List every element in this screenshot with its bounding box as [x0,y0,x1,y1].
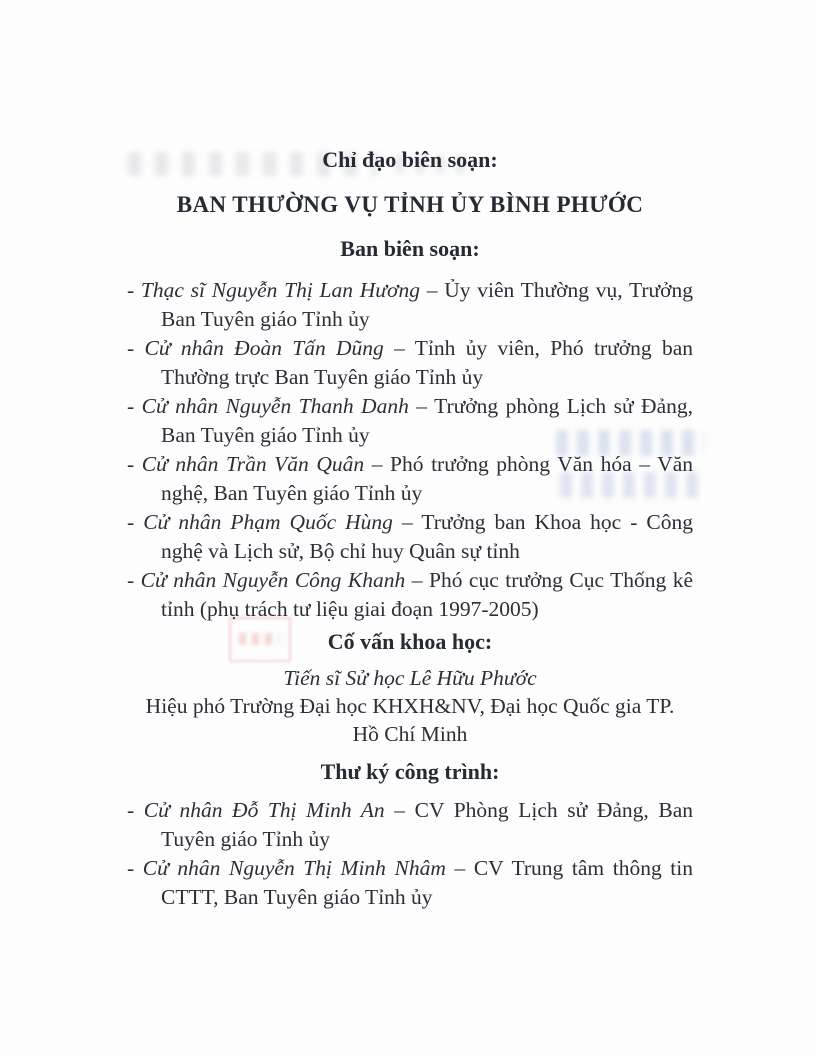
member-role: – CV Phòng Lịch sử Đảng, Ban Tuyên giáo Tỉnh ủy [161,798,694,851]
list-dash: - [127,452,135,476]
list-dash: - [127,510,135,534]
member-name: Cử nhân Trần Văn Quân [141,452,365,476]
list-dash: - [127,798,135,822]
page-content [127,148,693,912]
member-name: Cử nhân Đoàn Tấn Dũng [144,336,384,360]
advisor-heading: Cố vấn khoa học: [327,629,493,654]
member-role: – Phó trưởng phòng Văn hóa – Văn nghệ, Ban Tuyên giáo Tỉnh ủy [161,452,693,505]
advisor-title-line2: Hồ Chí Minh [352,722,468,746]
secretary-member-row [127,796,693,854]
member-name: Cử nhân Đỗ Thị Minh An [143,798,385,822]
board-member-row [127,334,693,392]
member-name: Cử nhân Phạm Quốc Hùng [143,510,393,534]
member-role: – Tỉnh ủy viên, Phó trưởng ban Thường trực Ban Tuyên giáo Tỉnh ủy [161,336,694,389]
member-name: Cử nhân Nguyễn Thanh Danh [141,394,409,418]
directing-body-name: BAN THƯỜNG VỤ TỈNH ỦY BÌNH PHƯỚC [176,192,644,217]
board-member-row [127,276,693,334]
board-member-row [127,508,693,566]
list-dash: - [127,568,135,592]
member-name: Cử nhân Nguyễn Thị Minh Nhâm [142,856,446,880]
advisor-name: Tiến sĩ Sử học Lê Hữu Phước [283,666,537,690]
member-role: – Phó cục trưởng Cục Thống kê tỉnh (phụ trách tư liệu giai đoạn 1997-2005) [161,568,694,621]
board-member-row [127,450,693,508]
member-role: – Trưởng ban Khoa học - Công nghệ và Lịch sử, Bộ chỉ huy Quân sự tỉnh [161,510,694,563]
member-role: – Ủy viên Thường vụ, Trưởng Ban Tuyên giáo Tỉnh ủy [161,278,694,331]
board-member-row [127,392,693,450]
list-dash: - [127,336,135,360]
advisor-title-line1: Hiệu phó Trường Đại học KHXH&NV, Đại học Quốc gia TP. [145,694,675,718]
list-dash: - [127,278,135,302]
board-member-row [127,566,693,624]
member-name: Cử nhân Nguyễn Công Khanh [140,568,406,592]
member-name: Thạc sĩ Nguyễn Thị Lan Hương [140,278,420,302]
member-role: – CV Trung tâm thông tin CTTT, Ban Tuyên giáo Tỉnh ủy [161,856,693,909]
secretary-member-row [127,854,693,912]
list-dash: - [127,394,135,418]
directing-heading: Chỉ đạo biên soạn: [322,147,498,172]
secretaries-heading: Thư ký công trình: [320,759,500,784]
editorial-board-heading: Ban biên soạn: [340,236,480,261]
member-role: – Trưởng phòng Lịch sử Đảng, Ban Tuyên giáo Tỉnh ủy [161,394,693,447]
list-dash: - [127,856,135,880]
